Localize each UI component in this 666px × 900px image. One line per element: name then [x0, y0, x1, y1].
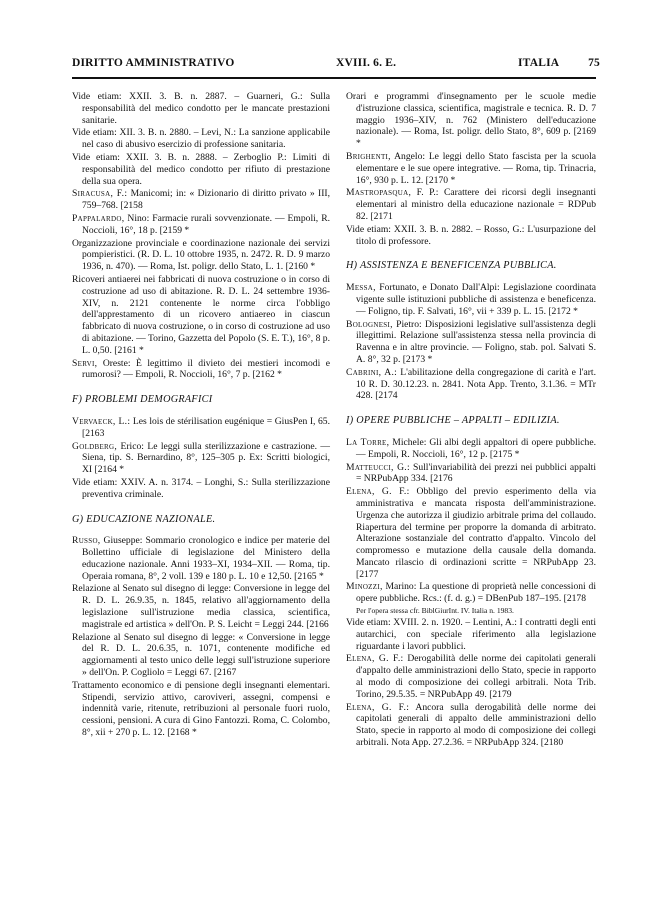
bibliography-entry: [346, 282, 596, 317]
entry-text: Vide etiam: XXIV. A. n. 3174. – Longhi, S.: Sulla sterilizzazione preventiva criminale.: [72, 476, 330, 500]
entry-author: Russo,: [72, 535, 101, 547]
bibliography-entry: [72, 152, 330, 187]
entry-author: Minozzi,: [346, 581, 383, 593]
bibliography-entry: [346, 462, 596, 486]
bibliography-entry: [72, 416, 330, 440]
entry-text: Angelo: Le leggi dello Stato fascista per la scuola elementare e le sue opere integrative. — Roma, tip. Trinacria, 16°, 930 p. L. 12. [2170 *: [356, 150, 596, 186]
entry-text: Les lois de stérilisation eugénique = GiusPen I, 65. [2163: [82, 415, 330, 439]
entry-author: Vervaeck, L.:: [72, 415, 131, 427]
section-heading-assistenza-beneficenza: H) ASSISTENZA E BENEFICENZA PUBBLICA.: [346, 260, 557, 272]
entry-author: La Torre,: [346, 436, 390, 448]
entry-author: Cabrini, A.:: [346, 366, 398, 378]
entry-text: L'abilitazione della congregazione di carità e l'art. 10 R. D. 30.12.23. n. 2841. Nota App. Trento, 3.1.36. = MTr 428. [2174: [356, 366, 596, 402]
bibliography-entry: [72, 441, 330, 476]
bibliography-entry: [72, 274, 330, 357]
entry-text: Derogabilità delle norme dei capitolati generali d'appalto delle amministrazioni dello Stato, specie in rapporto al modo di composizione dei collegi arbitrali. Nota Trib. Torino, 29.5.35. = NRPubApp 49. [2179: [356, 653, 597, 700]
bibliography-entry: [72, 358, 330, 382]
section-f-entries: [72, 416, 330, 501]
left-column: [72, 91, 330, 740]
entry-author: Elena, G. F.:: [346, 486, 410, 498]
section-i-entries: [346, 437, 596, 605]
entry-text: Obbligo del previo esperimento della via amministrativa e mancata risposta dell'amministrazione. Urgenza che autorizza il giudizio arbitrale prima del collaudo. Riapertura del termine per proporre la domanda di arbitrato. Alterazione sostanziale del contratto d'appalto. Vincolo del compromesso e mutazione della causale della domanda. Mancato rilascio di ordinazioni scritte = NRPubApp 23. [2177: [356, 486, 597, 580]
entry-text: Erico: Le leggi sulla sterilizzazione e castrazione. — Siena, tip. S. Bernardino, 8°, 125–305 p. Ex: Scritti biologici, XI [2164 *: [82, 440, 330, 476]
header-country: ITALIA: [518, 57, 560, 69]
entry-author: Matteucci, G.:: [346, 461, 410, 473]
entry-text: Organizzazione provinciale e coordinazione nazionale dei servizi pompieristici. (R. D. L. 10 ottobre 1935, n. 2472. R. D. 9 marzo 1936, n. 470). — Roma, Ist. poligr. dello Stato, L. 1. [2160 *: [72, 237, 330, 273]
bibliography-entry: [346, 486, 596, 580]
entry-text: Vide etiam: XII. 3. B. n. 2880. – Levi, N.: La sanzione applicabile nel caso di abusivo esercizio di professione sanitaria.: [72, 127, 330, 151]
entry-text: Nino: Farmacie rurali sovvenzionate. — Empoli, R. Noccioli, 16°, 18 p. [2159 *: [82, 212, 330, 236]
entry-author: Servi,: [72, 357, 98, 369]
entry-text: F. P.: Carattere dei ricorsi degli insegnanti elementari al ministro della educazione nazionale = RDPub 82. [2171: [356, 187, 596, 222]
bibliography-entry: [72, 91, 330, 126]
section-h-entries: [346, 282, 596, 402]
entry-author: Messa,: [346, 282, 376, 294]
entry-text: Vide etiam: XXII. 3. B. n. 2882. – Rosso, G.: L'usurpazione del titolo di professore.: [346, 223, 596, 247]
footnote-reference: Per l'opera stessa cfr. BiblGiurInt. IV. Italia n. 1983.: [356, 606, 514, 616]
entry-author: Elena, G. F.:: [346, 701, 410, 713]
entry-author: Mastropasqua,: [346, 187, 412, 199]
left-top-entries: [72, 91, 330, 381]
bibliography-entry: [346, 91, 596, 150]
bibliography-entry: [72, 632, 330, 679]
entry-author: Elena, G. F.:: [346, 653, 404, 665]
entry-text: Pietro: Disposizioni legislative sull'assistenza degli illegittimi. Relazione sull'assistenza stessa nella provincia di Ravenna e in altre provincie. — Foligno, stab. pol. Salvati S. A. 8°, 32 p. [2173 *: [356, 318, 596, 365]
entry-author: Goldberg,: [72, 440, 118, 452]
entry-text: Michele: Gli albi degli appaltori di opere pubbliche. — Empoli, R. Noccioli, 16°, 12 p. [2175 *: [356, 436, 596, 460]
entry-text: Fortunato, e Donato Dall'Alpi: Legislazione coordinata vigente sulle istituzioni pubbliche di assistenza e beneficenza. — Foligno, tip. F. Salvati, 16°, vii + 339 p. L. 15. [2172 *: [356, 282, 597, 317]
bibliography-entry: [346, 617, 596, 652]
bibliography-entry: [72, 238, 330, 273]
bibliography-entry: [72, 477, 330, 501]
entry-author: Bolognesi,: [346, 318, 393, 330]
header-rule: [72, 77, 596, 79]
bibliography-entry: [346, 653, 596, 700]
entry-text: Ricoveri antiaerei nei fabbricati di nuova costruzione o in corso di costruzione ad uso di abitazione. R. D. L. 24 settembre 1936-XIV, n. 2121 contenente le norme circa l'obbligo dell'apprestamento di un ricovero antiaereo in ciascun fabbricato di nuova costruzione, o in corso di costruzione ad uso di abitazione. — Torino, Gazzetta del Popolo (S. E. T.), 16°, 8 p. L. 0,50. [2161 *: [72, 273, 330, 356]
entry-author: Pappalardo,: [72, 212, 125, 224]
entry-text: Ancora sulla derogabilità delle norme dei capitolati generali di appalto delle amministrazioni dello Stato, specie in rapporto al modo di composizione dei collegi arbitrali. Nota App. 27.2.36. = NRPubApp 324. [2180: [356, 701, 596, 749]
entry-text: Relazione al Senato sul disegno di legge: « Conversione in legge del R. D. L. 20.6.35, n. 1071, contenente modifiche ed aggiornamenti al testo unico delle leggi sull'istruzione superiore » dell'On. P. Cogliolo = Leggi 67. [2167: [72, 631, 330, 679]
bibliography-entry: [72, 535, 330, 582]
entry-text: Vide etiam: XVIII. 2. n. 1920. – Lentini, A.: I contratti degli enti autarchici, con speciale riferimento alla legislazione riguardante i lavori pubblici.: [346, 617, 596, 652]
entry-text: Giuseppe: Sommario cronologico e indice per materie del Bollettino ufficiale di legislazione del Ministero della educazione nazionale. Anni 1933–XI, 1934–XII. — Roma, tip. Operaia romana, 8°, 2 voll. 139 e 180 p. L. 10 e 12,50. [2165 *: [82, 535, 330, 582]
entry-text: Marino: La questione di proprietà nelle concessioni di opere pubbliche. Rcs.: (f. d. g.) = DBenPub 187–195. [2178: [356, 581, 596, 605]
section-heading-educazione-nazionale: G) EDUCAZIONE NAZIONALE.: [72, 513, 216, 525]
bibliography-entry: [72, 680, 330, 739]
section-g-entries: [72, 535, 330, 739]
bibliography-entry: [346, 187, 596, 222]
bibliography-entry: [346, 581, 596, 605]
bibliography-entry: [346, 224, 596, 248]
bibliography-entry: [346, 367, 596, 402]
entry-author: Siracusa, F.:: [72, 188, 128, 200]
bibliography-entry: [346, 702, 596, 749]
bibliography-entry: [72, 213, 330, 237]
header-section-title: DIRITTO AMMINISTRATIVO: [72, 57, 235, 69]
right-column: [346, 91, 596, 750]
entry-text: Vide etiam: XXII. 3. B. n. 2887. – Guarneri, G.: Sulla responsabilità del medico condotto per le mancate prestazioni sanitarie.: [72, 91, 330, 126]
bibliography-entry: [72, 127, 330, 151]
bibliography-entry: [346, 437, 596, 461]
running-header: [72, 57, 600, 75]
entry-text: Manicomi; in: « Dizionario di diritto privato » III, 759–768. [2158: [82, 188, 331, 212]
page-number: 75: [588, 57, 600, 69]
bibliography-entry: [346, 319, 596, 366]
bibliography-entry: [346, 151, 596, 186]
entry-text: Oreste: È legittimo il divieto dei mestieri incomodi e rumorosi? — Empoli, R. Noccioli, 16°, 7 p. [2162 *: [82, 357, 330, 381]
bibliography-entry: [72, 188, 330, 212]
entry-text: Relazione al Senato sul disegno di legge: Conversione in legge del R. D. L. 26.9.35, n. 1845, relativo all'aggiornamento della legislazione sull'istruzione media classica, scientifica, magistrale ed artistica » dell'On. P. S. Leicht = Leggi 244. [2166: [72, 583, 330, 630]
entry-text: Vide etiam: XXII. 3. B. n. 2888. – Zerboglio P.: Limiti di responsabilità del medico condotto per rifiuto di prestazione della sua opera.: [72, 151, 330, 187]
entry-author: Brighenti,: [346, 150, 391, 162]
section-heading-opere-pubbliche: I) OPERE PUBBLICHE – APPALTI – EDILIZIA.: [346, 415, 560, 427]
section-heading-problemi-demografici: F) PROBLEMI DEMOGRAFICI: [72, 394, 213, 406]
entry-text: Sull'invariabilità dei prezzi nei pubblici appalti = NRPubApp 334. [2176: [356, 461, 596, 485]
section-i-entries-after: [346, 617, 596, 749]
entry-text: Orari e programmi d'insegnamento per le scuole medie d'istruzione classica, scientifica, magistrale e tecnica. R. D. 7 maggio 1936–XIV, n. 762 (Ministero dell'educazione nazionale). — Roma, Ist. poligr. dello Stato, 8°, 609 p. [2169 *: [346, 91, 596, 150]
bibliography-entry: [72, 583, 330, 630]
right-top-entries: [346, 91, 596, 247]
entry-text: Trattamento economico e di pensione degli insegnanti elementari. Stipendi, servizio attivo, caroviveri, assegni, compensi e indennità varie, ritenute, retribuzioni al personale fuori ruolo, cessioni, pensioni. A cura di Gino Fantozzi. Roma, C. Colombo, 8°, xii + 270 p. L. 12. [2168 *: [72, 679, 330, 739]
header-classification: XVIII. 6. E.: [336, 57, 397, 69]
